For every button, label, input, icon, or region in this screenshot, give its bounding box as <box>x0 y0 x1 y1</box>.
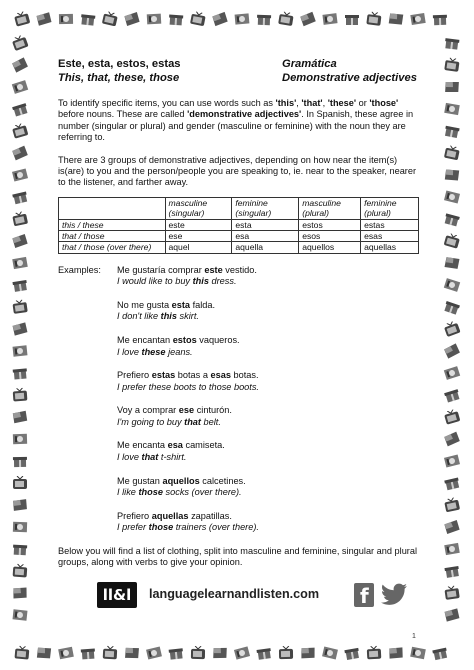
gift-icon <box>432 12 448 27</box>
topic-title: Demonstrative adjectives <box>282 71 417 84</box>
table-column-header: feminine (singular) <box>232 197 299 219</box>
example-english <box>117 487 420 498</box>
gift-icon <box>80 645 97 660</box>
flag-icon <box>11 585 28 600</box>
example-english <box>117 417 420 428</box>
example-spanish <box>117 300 420 311</box>
table-cell: esa <box>232 231 299 242</box>
money-icon <box>409 645 427 662</box>
gift-icon <box>168 11 185 26</box>
example-text: Me gustaría comprar <box>117 264 205 275</box>
example-item <box>117 440 420 463</box>
example-item <box>117 335 420 358</box>
example-keyword: those <box>148 522 174 533</box>
example-text: vaqueros. <box>196 335 240 346</box>
money-icon <box>57 645 75 662</box>
tv-icon <box>278 646 294 660</box>
example-english <box>117 311 420 322</box>
site-logo: ll&l <box>97 582 137 608</box>
money-icon <box>10 78 30 96</box>
table-cell: este <box>165 219 232 230</box>
facebook-icon[interactable] <box>354 583 374 607</box>
example-text: vestido. <box>222 264 257 275</box>
gift-icon <box>443 474 462 491</box>
example-keyword: aquellos <box>162 475 200 486</box>
flag-icon <box>12 410 29 425</box>
tv-icon <box>10 34 30 53</box>
outro-paragraph: Below you will find a list of clothing, split into masculine and feminine, singular and plural groups, along with verbs to give your opinion. <box>58 545 418 568</box>
tv-icon <box>365 11 383 27</box>
money-icon <box>442 364 462 382</box>
table-row <box>59 242 419 253</box>
example-text: Voy a comprar <box>117 405 179 416</box>
tv-icon <box>442 320 462 339</box>
gift-icon <box>443 123 461 140</box>
title-right <box>282 58 420 85</box>
gift-icon <box>79 11 96 27</box>
example-keyword: este <box>204 264 223 275</box>
example-text: trainers (over there). <box>173 522 259 533</box>
examples-label: Examples: <box>58 264 101 275</box>
tv-icon <box>189 11 207 28</box>
intro-text: before nouns. These are called <box>58 109 188 120</box>
gift-icon <box>10 100 29 118</box>
gift-icon <box>255 645 273 661</box>
example-text: I prefer <box>117 522 149 533</box>
money-icon <box>146 12 163 27</box>
example-keyword: that <box>184 416 201 427</box>
tv-icon <box>366 646 383 661</box>
example-item <box>117 370 420 393</box>
example-spanish <box>117 476 420 487</box>
tv-icon <box>102 646 119 661</box>
term-demonstrative: 'demonstrative adjectives' <box>187 109 302 120</box>
example-text: botas. <box>230 370 259 381</box>
table-cell: estas <box>361 219 419 230</box>
flag-icon <box>443 79 461 95</box>
table-cell: aquellos <box>299 242 361 253</box>
flag-icon <box>443 607 461 623</box>
tv-icon <box>11 210 30 227</box>
gift-icon <box>443 35 461 51</box>
tv-icon <box>442 232 461 250</box>
tv-icon <box>13 645 30 660</box>
gift-icon <box>256 12 272 27</box>
tv-icon <box>190 646 206 660</box>
example-text: jeans. <box>165 346 193 357</box>
table-cell: estos <box>299 219 361 230</box>
flag-icon <box>443 519 461 536</box>
example-spanish <box>117 370 420 381</box>
flag-icon <box>123 645 141 662</box>
title-left <box>58 58 181 85</box>
example-spanish <box>117 265 420 276</box>
example-english <box>117 522 420 533</box>
table-column-header: feminine (plural) <box>361 197 419 219</box>
tv-icon <box>12 10 31 28</box>
gift-icon <box>167 645 184 661</box>
gift-icon <box>11 277 29 293</box>
flag-icon <box>442 342 462 360</box>
intro-text: To identify specific items, you can use words such as <box>58 98 276 108</box>
flag-icon <box>35 11 53 27</box>
example-keyword: aquellas <box>151 510 189 521</box>
flag-icon <box>442 254 461 272</box>
term-this: 'this' <box>275 98 297 108</box>
example-text: Me encantan <box>117 335 173 346</box>
example-keyword: this <box>160 311 177 322</box>
section-title: Gramática <box>282 58 337 70</box>
intro-text: or <box>356 98 370 108</box>
example-keyword: esas <box>210 370 231 381</box>
gift-icon <box>344 12 360 26</box>
money-icon <box>11 166 30 183</box>
example-keyword: ese <box>178 405 195 416</box>
table-header-row <box>59 197 419 219</box>
flag-icon <box>387 10 406 27</box>
flag-icon <box>11 321 29 337</box>
example-keyword: this <box>192 276 209 287</box>
example-text: I love <box>117 451 142 462</box>
table-cell: ese <box>165 231 232 242</box>
title-english: This, that, these, those <box>58 71 180 84</box>
example-text: I would like to buy <box>117 276 193 287</box>
example-text: dress. <box>208 276 237 287</box>
flag-icon <box>10 56 30 74</box>
example-item <box>117 511 420 534</box>
groups-paragraph: There are 3 groups of demonstrative adjectives, depending on how near the item(s) is(are) to you and the person/people you are speaking to, ie. near to the speaker, nearer to the listener, and farther away. <box>58 154 417 188</box>
tv-icon <box>12 387 29 402</box>
term-these: 'these' <box>327 98 357 108</box>
example-english <box>117 347 420 358</box>
twitter-bird-icon[interactable] <box>379 581 409 609</box>
example-item <box>117 300 420 323</box>
table-cell: aquellas <box>361 242 419 253</box>
tv-icon <box>443 496 462 513</box>
tv-icon <box>443 585 461 601</box>
intro-text: , <box>296 98 302 108</box>
example-item <box>117 476 420 499</box>
money-icon <box>443 101 461 118</box>
table-cell: esta <box>232 219 299 230</box>
gift-icon <box>443 563 461 579</box>
table-cell: esas <box>361 231 419 242</box>
gift-icon <box>442 210 461 228</box>
table-cell: aquella <box>232 242 299 253</box>
example-spanish <box>117 511 420 522</box>
table-row <box>59 231 419 242</box>
table-row-header: that / those <box>59 231 166 242</box>
gift-icon <box>12 542 29 557</box>
money-icon <box>58 12 74 26</box>
example-text: Me gustan <box>117 475 163 486</box>
example-text: camiseta. <box>182 440 225 451</box>
money-icon <box>12 432 28 447</box>
example-english <box>117 276 420 287</box>
tv-icon <box>442 408 461 426</box>
example-keyword: that <box>141 451 159 462</box>
title-row <box>58 58 420 85</box>
example-text: I prefer these boots to those boots. <box>117 381 259 392</box>
money-icon <box>409 11 427 27</box>
flag-icon <box>299 10 318 27</box>
example-text: I love <box>117 346 142 357</box>
example-spanish <box>117 405 420 416</box>
money-icon <box>442 276 462 294</box>
flag-icon <box>123 11 141 28</box>
example-keyword: esa <box>167 440 183 451</box>
example-text: cinturón. <box>194 405 232 416</box>
example-text: I don't like <box>117 311 161 322</box>
table-cell: esos <box>299 231 361 242</box>
tv-icon <box>443 144 462 161</box>
term-those: 'those' <box>369 98 399 108</box>
table-row-header: that / those (over there) <box>59 242 166 253</box>
demonstratives-table <box>58 197 419 254</box>
money-icon <box>11 607 28 623</box>
gift-icon <box>12 454 28 468</box>
example-spanish <box>117 335 420 346</box>
tv-icon <box>11 299 29 315</box>
example-english <box>117 452 420 463</box>
flag-icon <box>299 645 316 661</box>
tv-icon <box>443 57 461 73</box>
flag-icon <box>443 166 462 183</box>
tv-icon <box>101 10 120 27</box>
table-column-header: masculine (singular) <box>165 197 232 219</box>
gift-icon <box>11 365 28 380</box>
money-icon <box>443 541 461 558</box>
title-spanish: Este, esta, estos, estas <box>58 58 181 70</box>
flag-icon <box>211 645 229 661</box>
example-text: zapatillas. <box>188 510 232 521</box>
example-text: calcetines. <box>199 475 246 486</box>
intro-paragraph <box>58 98 420 144</box>
money-icon <box>321 644 340 661</box>
money-icon <box>232 644 251 662</box>
facebook-glyph: f <box>360 584 369 608</box>
flag-icon <box>211 10 230 27</box>
tv-icon <box>277 11 295 27</box>
example-keyword: estas <box>151 370 176 381</box>
flag-icon <box>11 233 29 250</box>
tv-icon <box>10 122 29 140</box>
example-keyword: esta <box>171 299 191 310</box>
gift-icon <box>343 645 361 662</box>
example-text: belt. <box>200 416 221 427</box>
example-keyword: those <box>138 486 163 497</box>
tv-icon <box>12 563 29 578</box>
example-text: t-shirt. <box>158 451 187 462</box>
money-icon <box>11 343 28 359</box>
gift-icon <box>442 386 461 404</box>
example-text: No me gusta <box>117 299 172 310</box>
site-url[interactable]: languagelearnandlisten.com <box>149 587 320 601</box>
example-text: falda. <box>190 299 216 310</box>
money-icon <box>321 11 339 27</box>
flag-icon <box>388 645 405 660</box>
example-item <box>117 405 420 428</box>
example-text: I'm going to buy <box>117 416 185 427</box>
page-number: 1 <box>412 633 416 640</box>
table-row <box>59 219 419 230</box>
money-icon <box>443 452 462 469</box>
gift-icon <box>431 644 450 661</box>
intro-text: , <box>322 98 328 108</box>
worksheet-content <box>58 58 420 569</box>
example-text: skirt. <box>176 311 199 322</box>
table-cell: aquel <box>165 242 232 253</box>
table-column-header: masculine (plural) <box>299 197 361 219</box>
flag-icon <box>10 144 29 162</box>
example-text: socks (over there). <box>162 486 242 497</box>
example-text: Me encanta <box>117 440 168 451</box>
example-item <box>117 265 420 288</box>
money-icon <box>11 255 29 272</box>
gift-icon <box>11 188 30 205</box>
example-keyword: estos <box>172 335 197 346</box>
intro-text: . In Spanish, these agree in number (singular or plural) and gender (masculine or feminine) with the noun they are referring to. <box>58 109 414 143</box>
example-spanish <box>117 440 420 451</box>
tv-icon <box>12 476 28 490</box>
table-row-header: this / these <box>59 219 166 230</box>
gift-icon <box>442 298 462 316</box>
table-corner-cell <box>59 197 166 219</box>
money-icon <box>145 644 164 661</box>
footer-brand <box>97 581 411 611</box>
example-keyword: these <box>141 346 166 357</box>
flag-icon <box>442 430 461 448</box>
money-icon <box>12 520 28 535</box>
example-text: Prefiero <box>117 510 152 521</box>
term-that: 'that' <box>301 98 323 108</box>
money-icon <box>233 11 250 26</box>
flag-icon <box>12 498 28 512</box>
example-text: I like <box>117 486 139 497</box>
flag-icon <box>35 644 54 661</box>
example-text: botas a <box>175 370 211 381</box>
example-text: Prefiero <box>117 370 152 381</box>
example-english <box>117 382 420 393</box>
examples-section <box>58 265 420 534</box>
money-icon <box>443 188 462 205</box>
